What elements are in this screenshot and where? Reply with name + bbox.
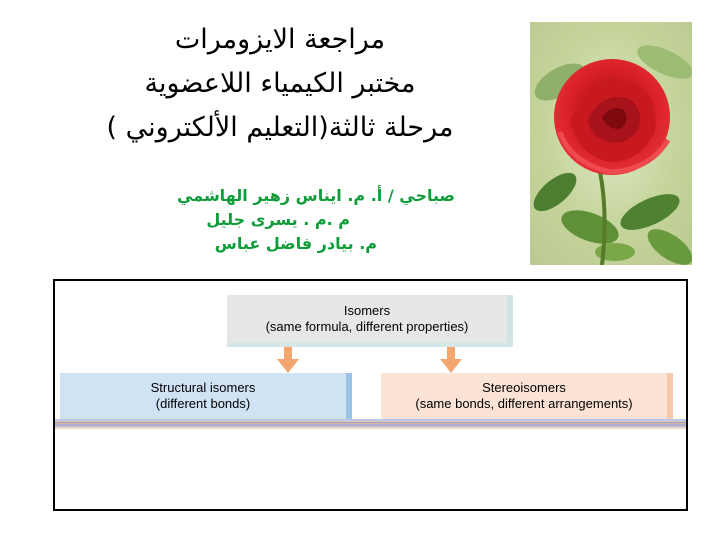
isomers-label: Isomers	[343, 303, 391, 318]
structural-isomers-sublabel: (different bonds)	[155, 396, 251, 411]
rose-photo	[530, 22, 692, 265]
credit-line-2: م .م . يسرى جليل	[206, 210, 350, 229]
stereoisomers-sublabel: (same bonds, different arrangements)	[415, 396, 633, 411]
credit-line-3: م. بيادر فاضل عباس	[214, 234, 377, 253]
rendering-artifact-band	[55, 419, 686, 431]
title-line-2: مختبر الكيمياء اللاعضوية	[144, 68, 416, 99]
stereoisomers-label: Stereoisomers	[482, 380, 566, 395]
title-line-1: مراجعة الايزومرات	[174, 24, 386, 55]
isomers-sublabel: (same formula, different properties)	[265, 319, 469, 334]
credit-line-1: صباحي / أ. م. ايناس زهير الهاشمي	[177, 186, 455, 205]
isomers-node	[227, 295, 513, 347]
structural-isomers-label: Structural isomers	[150, 380, 256, 395]
stereoisomers-node	[381, 373, 673, 419]
author-credits	[110, 184, 455, 256]
slide-title	[60, 18, 500, 150]
structural-isomers-node	[60, 373, 352, 419]
title-line-3: مرحلة ثالثة(التعليم الألكتروني )	[106, 112, 454, 143]
isomers-diagram	[53, 279, 688, 511]
